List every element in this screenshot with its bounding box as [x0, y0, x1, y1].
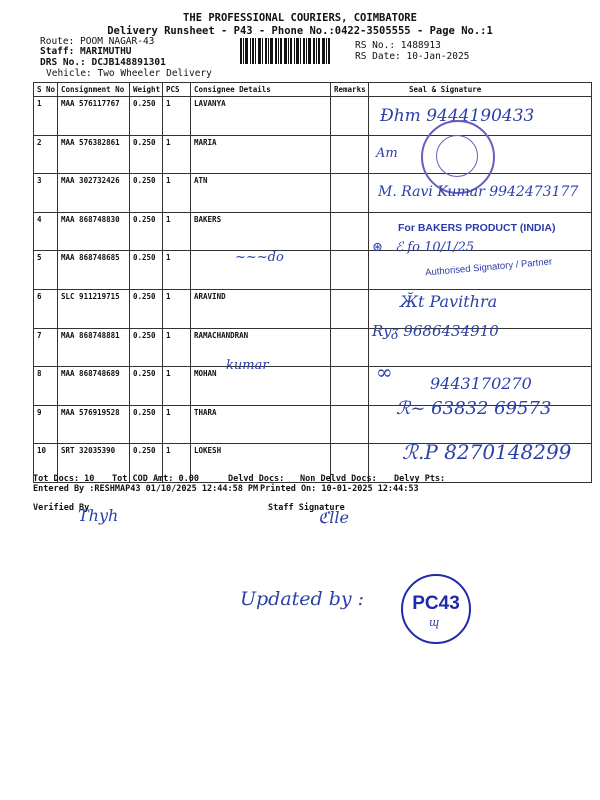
tot-cod-amt: Tot COD Amt: 0.00: [112, 474, 199, 484]
cell-consignment: MAA 576117767: [58, 97, 130, 136]
barcode: [240, 38, 338, 64]
cell-weight: 0.250: [130, 367, 163, 406]
handwritten-signature-3: M. Ravi Kumar 9942473177: [378, 184, 579, 200]
col-consignment: Consignment No: [58, 83, 130, 97]
cell-consignment: MAA 868748830: [58, 212, 130, 251]
cell-consignee: LAVANYA: [191, 97, 331, 136]
cell-pcs: 1: [163, 367, 191, 406]
rs-date: RS Date: 10-Jan-2025: [355, 51, 470, 62]
cell-weight: 0.250: [130, 212, 163, 251]
pc43-stamp-text: PC43: [412, 593, 460, 614]
cell-consignee: MOHAN: [191, 367, 331, 406]
staff-label: Staff: MARIMUTHU: [40, 46, 132, 57]
vehicle-label: Vehicle: Two Wheeler Delivery: [46, 68, 212, 79]
cell-remarks: [331, 367, 369, 406]
staff-signature-label: Staff Signature: [268, 503, 345, 513]
table-row: [34, 135, 592, 174]
cell-pcs: 1: [163, 135, 191, 174]
handwritten-signature-9: ℛ~ 63832 69573: [396, 398, 552, 419]
cell-sno: 10: [34, 444, 58, 483]
cell-sno: 3: [34, 174, 58, 213]
cell-weight: 0.250: [130, 97, 163, 136]
cell-remarks: [331, 405, 369, 444]
bakers-stamp: For BAKERS PRODUCT (INDIA): [398, 222, 556, 234]
cell-pcs: 1: [163, 212, 191, 251]
pc43-stamp: [401, 574, 471, 644]
cell-consignment: MAA 576919528: [58, 405, 130, 444]
cell-remarks: [331, 251, 369, 290]
handwritten-signature-7: Ryᵹ 9686434910: [372, 322, 499, 340]
col-weight: Weight: [130, 83, 163, 97]
col-sno: S No: [34, 83, 58, 97]
cell-remarks: [331, 97, 369, 136]
staff-signature-mark: ℭlle: [318, 508, 349, 527]
rs-no: RS No.: 1488913: [355, 40, 441, 51]
cell-consignee: ARAVIND: [191, 289, 331, 328]
cell-sno: 4: [34, 212, 58, 251]
cell-consignment: MAA 868748689: [58, 367, 130, 406]
delvy-pts: Delvy Pts:: [394, 474, 446, 484]
cell-consignment: MAA 302732426: [58, 174, 130, 213]
entered-by: Entered By :RESHMAP43 01/10/2025 12:44:58 PM: [33, 484, 259, 494]
cell-remarks: [331, 289, 369, 328]
non-delvd-docs: Non Delvd Docs:: [300, 474, 377, 484]
cell-consignee: ATN: [191, 174, 331, 213]
handwritten-signature-2: Am: [376, 146, 398, 161]
cell-pcs: 1: [163, 174, 191, 213]
table-row: [34, 289, 592, 328]
cell-consignment: MAA 868748685: [58, 251, 130, 290]
cell-consignee: THARA: [191, 405, 331, 444]
company-title: THE PROFESSIONAL COURIERS, COIMBATORE: [183, 12, 417, 24]
pc43-initials: ɰ: [429, 616, 440, 629]
cell-sno: 5: [34, 251, 58, 290]
cell-pcs: 1: [163, 97, 191, 136]
verified-by-label: Verified By: [33, 503, 90, 513]
route-label: Route: POOM NAGAR-43: [40, 36, 155, 47]
printed-on: Printed On: 10-01-2025 12:44:53: [260, 484, 419, 494]
cell-consignee: RAMACHANDRAN: [191, 328, 331, 367]
updated-by-text: Updated by :: [240, 588, 365, 610]
cell-consignee: MARIA: [191, 135, 331, 174]
cell-pcs: 1: [163, 289, 191, 328]
cell-remarks: [331, 212, 369, 251]
round-seal-stamp: [421, 120, 495, 194]
handwritten-signature-1: Ɖhm 9444190433: [380, 106, 535, 126]
handwritten-signature-6: Ӂt Pavithra: [400, 292, 498, 311]
drs-label: DRS No.: DCJB148891301: [40, 57, 166, 68]
cell-consignment: SLC 911219715: [58, 289, 130, 328]
handwritten-signature-8: 9443170270: [430, 374, 532, 393]
cell-weight: 0.250: [130, 289, 163, 328]
cell-pcs: 1: [163, 444, 191, 483]
col-seal-signature: Seal & Signature: [369, 83, 592, 97]
handwritten-signature-5: ⊛ ℰ fo 10/1/25: [372, 240, 475, 255]
handwritten-mohan-suffix: kumar: [226, 358, 269, 373]
cell-consignee: BAKERS: [191, 212, 331, 251]
cell-weight: 0.250: [130, 405, 163, 444]
runsheet-table: [33, 82, 592, 483]
cell-consignee: LOKESH: [191, 444, 331, 483]
handwritten-signature-10: ℛ.P 8270148299: [402, 440, 572, 464]
cell-sno: 8: [34, 367, 58, 406]
cell-pcs: 1: [163, 251, 191, 290]
cell-sno: 2: [34, 135, 58, 174]
cell-remarks: [331, 174, 369, 213]
col-consignee: Consignee Details: [191, 83, 331, 97]
cell-weight: 0.250: [130, 174, 163, 213]
tot-docs: Tot Docs: 10: [33, 474, 95, 484]
cell-sno: 6: [34, 289, 58, 328]
cell-sno: 1: [34, 97, 58, 136]
handwritten-row5-mark: ~~~do: [235, 250, 284, 265]
table-header-row: [34, 83, 592, 97]
cell-remarks: [331, 135, 369, 174]
cell-consignment: SRT 32035390: [58, 444, 130, 483]
cell-weight: 0.250: [130, 328, 163, 367]
cell-remarks: [331, 328, 369, 367]
delvd-docs: Delvd Docs:: [228, 474, 285, 484]
cell-sno: 9: [34, 405, 58, 444]
cell-weight: 0.250: [130, 135, 163, 174]
authorised-signatory-text: Authorised Signatory / Partner: [424, 256, 553, 279]
cell-weight: 0.250: [130, 444, 163, 483]
cell-sno: 7: [34, 328, 58, 367]
cell-pcs: 1: [163, 328, 191, 367]
col-remarks: Remarks: [331, 83, 369, 97]
handwritten-scribble-8: ∞: [376, 360, 393, 384]
cell-consignment: MAA 868748881: [58, 328, 130, 367]
verifier-signature: Thyh: [78, 506, 119, 525]
cell-pcs: 1: [163, 405, 191, 444]
cell-weight: 0.250: [130, 251, 163, 290]
runsheet-title: Delivery Runsheet - P43 - Phone No.:0422-3505555 - Page No.:1: [107, 25, 493, 37]
col-pcs: PCS: [163, 83, 191, 97]
table-row: [34, 328, 592, 367]
cell-consignment: MAA 576382861: [58, 135, 130, 174]
